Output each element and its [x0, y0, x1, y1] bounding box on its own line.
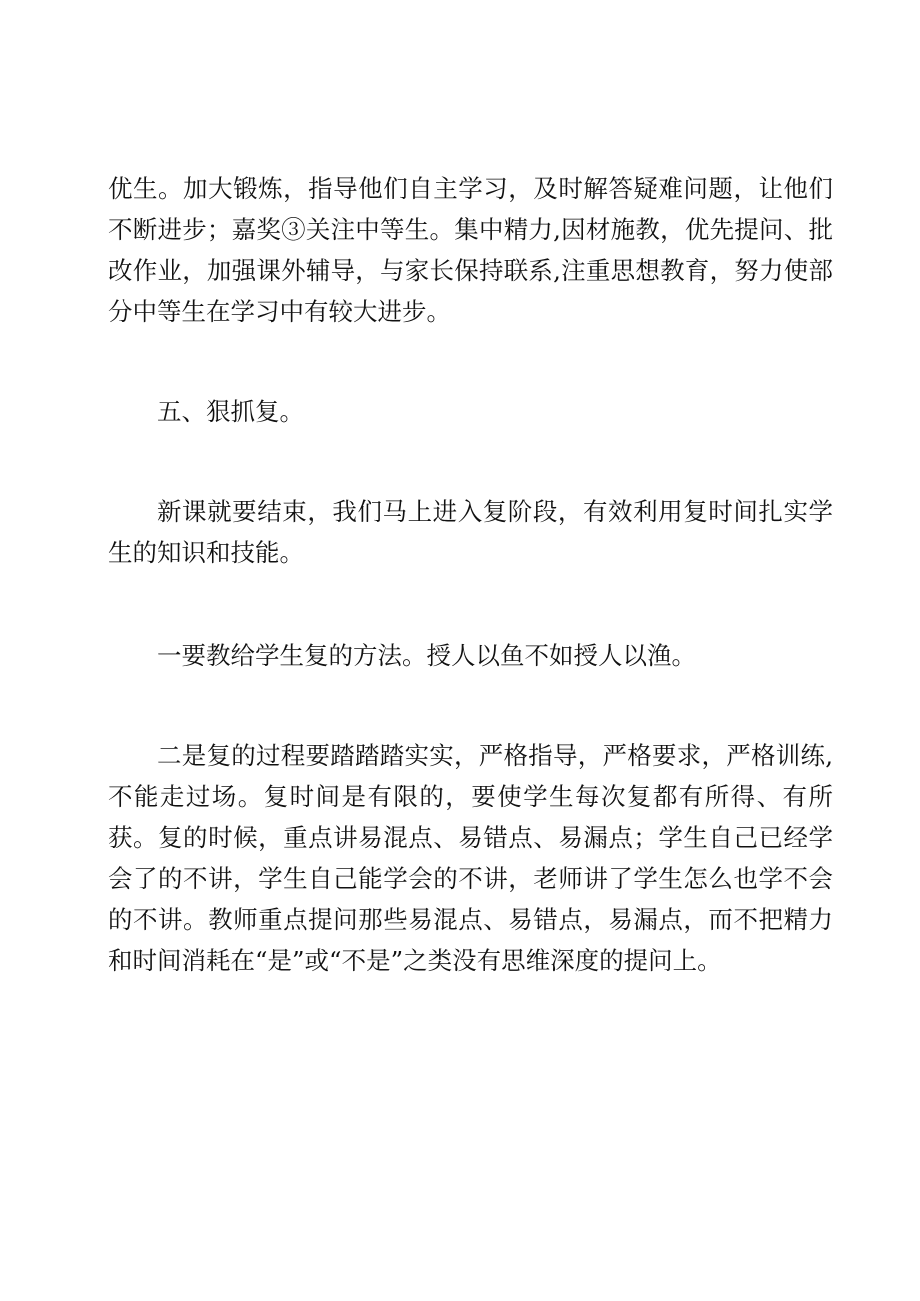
- paragraph-review-method: 一要教给学生复的方法。授人以鱼不如授人以渔。: [157, 641, 696, 670]
- paragraph-review-intro: 新课就要结束，我们马上进入复阶段，有效利用复时间扎实学生的知识和技能。: [108, 497, 833, 567]
- document-body: [108, 168, 833, 981]
- paragraph-top-students: 优生。加大锻炼，指导他们自主学习，及时解答疑难问题，让他们不断进步；嘉奖③关注中等生。集中精力,因材施教，优先提问、批改作业，加强课外辅导，与家长保持联系,注重思想教育，努力使部分中等生在学习中有较大进步。: [108, 174, 833, 326]
- paragraph-review-process: 二是复的过程要踏踏踏实实，严格指导，严格要求，严格训练,不能走过场。复时间是有限的，要使学生每次复都有所得、有所获。复的时候，重点讲易混点、易错点、易漏点；学生自己已经学会了的不讲，学生自己能学会的不讲，老师讲了学生怎么也学不会的不讲。教师重点提问那些易混点、易错点，易漏点，而不把精力和时间消耗在“是”或“不是”之类没有思维深度的提问上。: [108, 741, 833, 975]
- section-heading-review: 五、狠抓复。: [157, 397, 304, 426]
